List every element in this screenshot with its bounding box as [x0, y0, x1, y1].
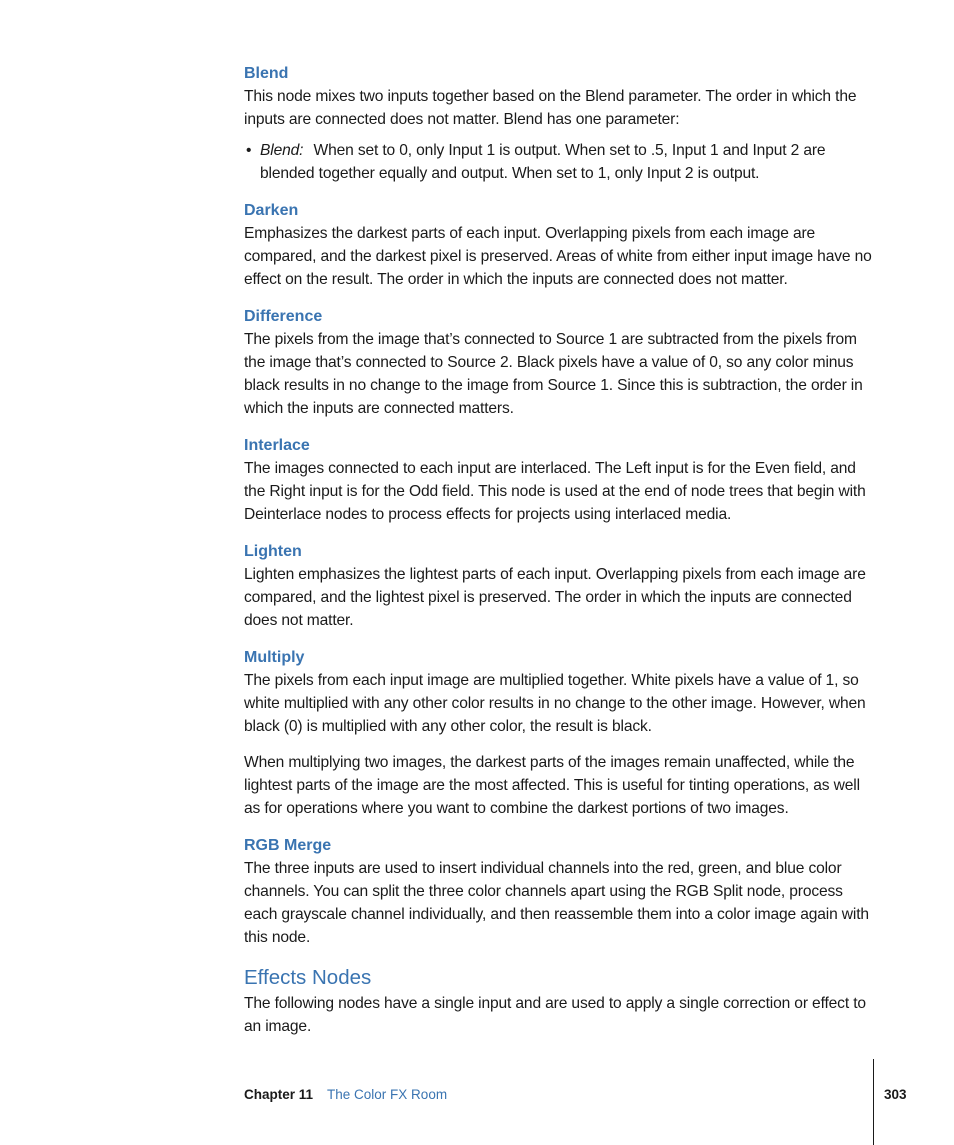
section-interlace: [244, 434, 876, 526]
section-body-multiply: The pixels from each input image are multiplied together. White pixels have a value of 1, so white multiplied with any other color results in no change to the other image. However, when black (0) is multiplied with any other color, the result is black.: [244, 672, 866, 735]
section-title-interlace: Interlace: [244, 437, 310, 454]
bullet-icon: •: [246, 142, 252, 159]
list-item: [244, 139, 876, 185]
section-body-interlace: The images connected to each input are interlaced. The Left input is for the Even field, and the Right input is for the Odd field. This node is used at the end of node trees that begin with Deinterlace nodes to process effects for projects using interlaced media.: [244, 460, 866, 523]
page-content: [244, 62, 876, 1038]
section-difference: [244, 305, 876, 420]
section-body-effects-nodes: The following nodes have a single input and are used to apply a single correction or effect to an image.: [244, 995, 866, 1035]
footer-chapter-title: The Color FX Room: [327, 1087, 448, 1102]
section-body-blend: This node mixes two inputs together based on the Blend parameter. The order in which the inputs are connected does not matter. Blend has one parameter:: [244, 88, 857, 128]
footer-chapter-label: Chapter 11: [244, 1087, 314, 1102]
section-darken: [244, 199, 876, 291]
section-title-blend: Blend: [244, 65, 289, 82]
section-rgb-merge: [244, 834, 876, 949]
section-multiply: [244, 646, 876, 820]
heading-effects-nodes: Effects Nodes: [244, 966, 372, 989]
section-body-darken: Emphasizes the darkest parts of each input. Overlapping pixels from each image are compared, and the darkest pixel is preserved. Areas of white from either input image have no effect on the result. The order in which the inputs are connected does not matter.: [244, 225, 872, 288]
section-title-multiply: Multiply: [244, 649, 305, 666]
section-effects-nodes: [244, 963, 876, 1038]
footer-chapter: [244, 1086, 447, 1104]
page-number: 303: [884, 1087, 907, 1102]
section-title-darken: Darken: [244, 202, 299, 219]
bullet-text: When set to 0, only Input 1 is output. When set to .5, Input 1 and Input 2 are blended together equally and output. When set to 1, only Input 2 is output.: [260, 142, 826, 182]
blend-parameter-list: [244, 139, 876, 185]
section-blend: [244, 62, 876, 185]
section-lighten: [244, 540, 876, 632]
footer-divider: [873, 1059, 874, 1145]
section-title-difference: Difference: [244, 308, 323, 325]
section-title-rgb-merge: RGB Merge: [244, 837, 332, 854]
section-body-rgb-merge: The three inputs are used to insert individual channels into the red, green, and blue color channels. You can split the three color channels apart using the RGB Split node, process each grayscale channel individually, and then reassemble them into a color image again with this node.: [244, 860, 869, 946]
bullet-term: Blend:: [260, 142, 304, 159]
section-title-lighten: Lighten: [244, 543, 302, 560]
section-body-difference: The pixels from the image that’s connected to Source 1 are subtracted from the pixels from the image that’s connected to Source 2. Black pixels have a value of 0, so any color minus black results in no change to the image from Source 1. Since this is subtraction, the order in which the inputs are connected matters.: [244, 331, 863, 417]
section-body-multiply-2: When multiplying two images, the darkest parts of the images remain unaffected, while the lightest parts of the image are the most affected. This is useful for tinting operations, as well as for operations where you want to combine the darkest portions of two images.: [244, 754, 860, 817]
section-body-lighten: Lighten emphasizes the lightest parts of each input. Overlapping pixels from each image are compared, and the lightest pixel is preserved. The order in which the inputs are connected does not matter.: [244, 566, 866, 629]
